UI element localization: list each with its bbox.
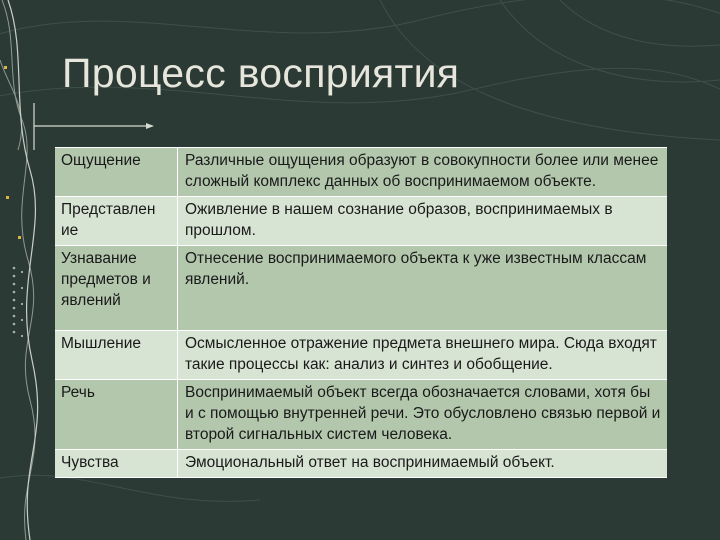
table-row bbox=[55, 148, 667, 197]
term-cell: Чувства bbox=[55, 450, 178, 478]
term-cell: Ощущение bbox=[55, 148, 178, 197]
table-row bbox=[55, 331, 667, 380]
description-cell: Осмысленное отражение предмета внешнего мира. Сюда входят такие процессы как: анализ и синтез и обобщение. bbox=[178, 331, 668, 380]
slide-title: Процесс восприятия bbox=[62, 50, 460, 96]
term-cell: Узнавание предметов и явлений bbox=[55, 246, 178, 331]
description-cell: Воспринимаемый объект всегда обозначается словами, хотя бы и с помощью внутренней речи. Это обусловлено связью первой и второй сигнальных систем человека. bbox=[178, 380, 668, 450]
perception-table bbox=[55, 147, 667, 478]
table-row bbox=[55, 380, 667, 450]
description-cell: Оживление в нашем сознание образов, воспринимаемых в прошлом. bbox=[178, 197, 668, 246]
term-cell: Представлен ие bbox=[55, 197, 178, 246]
description-cell: Отнесение воспринимаемого объекта к уже известным классам явлений. bbox=[178, 246, 668, 331]
description-cell: Различные ощущения образуют в совокупности более или менее сложный комплекс данных об воспринимаемом объекте. bbox=[178, 148, 668, 197]
term-cell: Речь bbox=[55, 380, 178, 450]
term-cell: Мышление bbox=[55, 331, 178, 380]
description-cell: Эмоциональный ответ на воспринимаемый объект. bbox=[178, 450, 668, 478]
table-row bbox=[55, 246, 667, 331]
table-row bbox=[55, 450, 667, 478]
table-row bbox=[55, 197, 667, 246]
